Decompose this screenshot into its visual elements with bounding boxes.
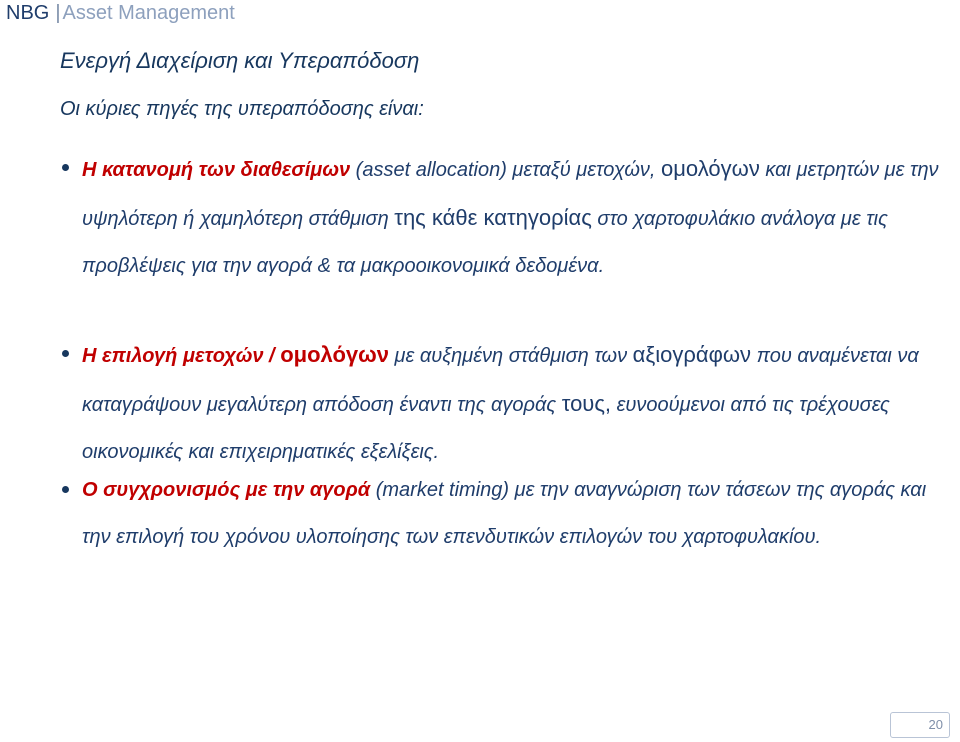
bullet-text: και μετρητών με την υψηλότερη ή χαμηλότερη στάθμιση bbox=[82, 159, 939, 230]
bullet-text: ευνοούμενοι από τις τρέχουσες οικονομικές και επιχειρηματικές εξελίξεις. bbox=[82, 394, 890, 463]
slide-title: Ενεργή Διαχείριση και Υπεραπόδοση bbox=[60, 48, 420, 73]
bullet-text-emphasis: τους, bbox=[561, 391, 612, 416]
bullet-item-allocation bbox=[82, 145, 952, 290]
bullet-highlight: Η επιλογή μετοχών / bbox=[82, 345, 281, 367]
page-number: 20 bbox=[890, 712, 950, 738]
bullet-text: (asset allocation) μεταξύ μετοχών, bbox=[350, 159, 662, 181]
bullet-icon bbox=[62, 164, 69, 171]
brand-logo-text: NBG bbox=[6, 2, 50, 24]
bullet-highlight: Ο συγχρονισμός με την αγορά bbox=[82, 479, 371, 501]
bullet-text: (market timing) με την αναγνώριση των τάσεων της αγοράς και την επιλογή του χρόνου υλοποίησης των επενδυτικών επιλογών του χαρτοφυλακίου. bbox=[82, 479, 927, 548]
bullet-highlight: Η κατανομή των διαθεσίμων bbox=[82, 159, 351, 181]
bullet-text: με αυξημένη στάθμιση των bbox=[388, 345, 633, 367]
bullet-text-emphasis: αξιογράφων bbox=[632, 342, 752, 367]
bullet-item-selection bbox=[82, 331, 952, 476]
bullet-item-timing bbox=[82, 467, 952, 561]
bullet-text: που αναμένεται να καταγράψουν μεγαλύτερη απόδοση έναντι της αγοράς bbox=[82, 345, 919, 416]
header-separator: | bbox=[55, 2, 61, 24]
bullet-text-emphasis: της κάθε κατηγορίας bbox=[394, 205, 592, 230]
header bbox=[6, 2, 235, 25]
bullet-text: στο χαρτοφυλάκιο ανάλογα με τις προβλέψεις για την αγορά & τα μακροοικονομικά δεδομένα. bbox=[82, 208, 888, 277]
header-subtitle: Asset Management bbox=[62, 2, 235, 24]
bullet-icon bbox=[62, 350, 69, 357]
bullet-highlight-emphasis: ομολόγων bbox=[280, 342, 389, 367]
bullet-text-emphasis: ομολόγων bbox=[661, 156, 760, 181]
bullet-icon bbox=[62, 486, 69, 493]
slide-subtitle: Οι κύριες πηγές της υπεραπόδοσης είναι: bbox=[60, 98, 424, 120]
